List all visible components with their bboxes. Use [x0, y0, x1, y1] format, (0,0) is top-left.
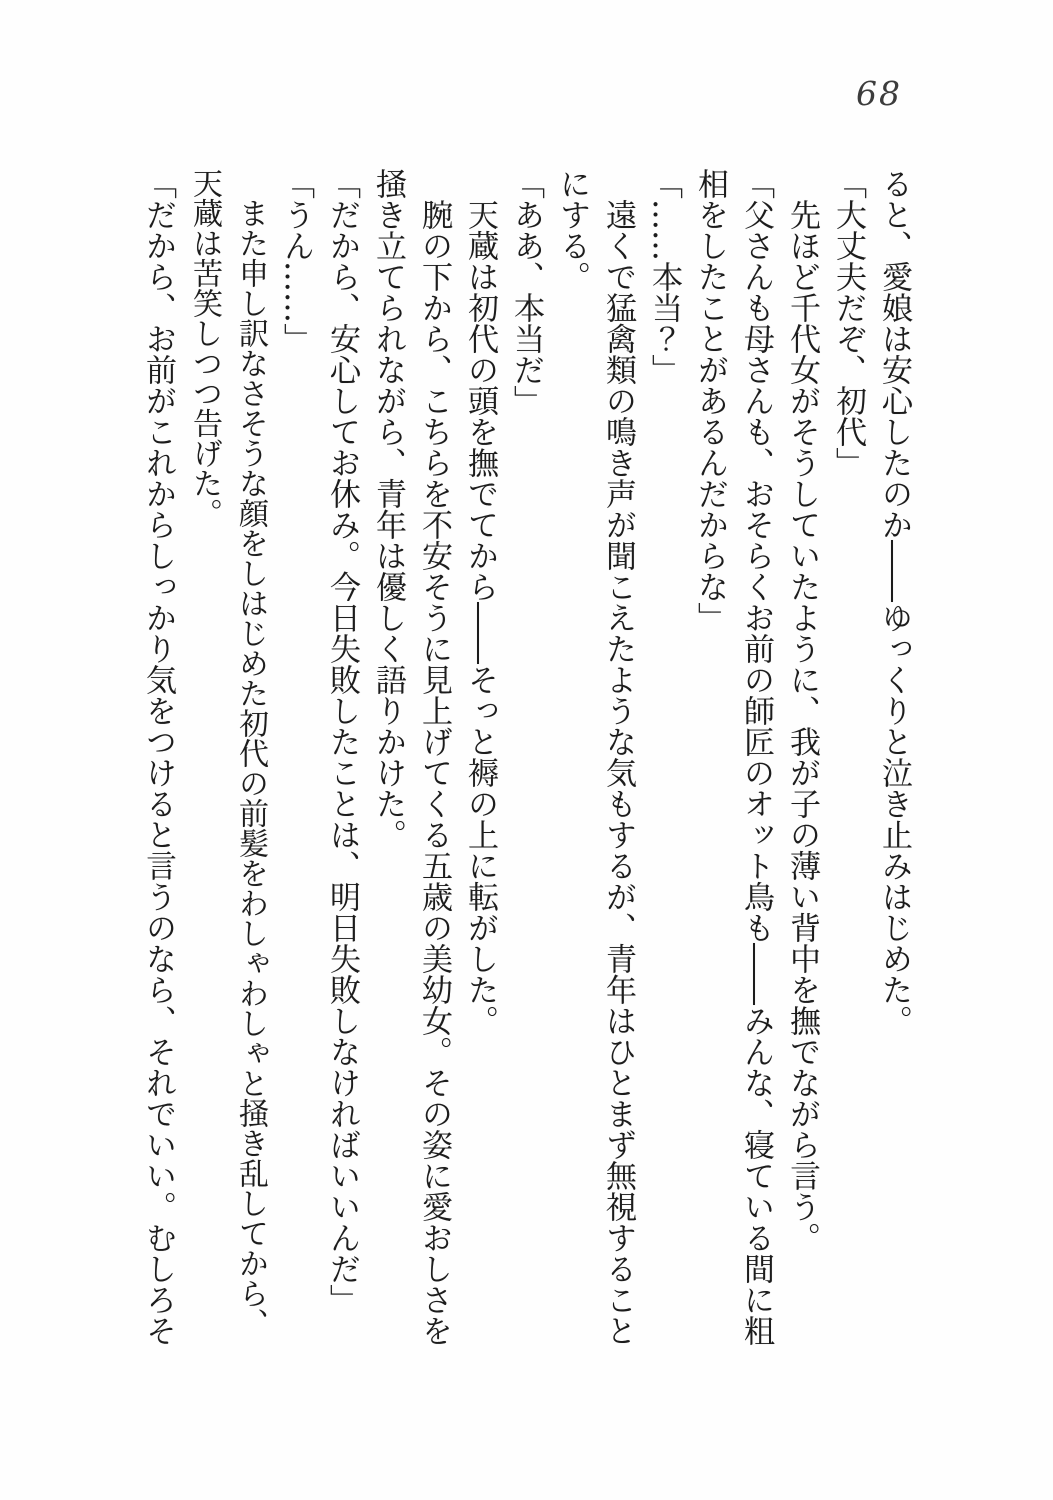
paragraph-dialogue: 「ああ、本当だ」: [508, 168, 544, 416]
paragraph-dialogue: 「大丈夫だぞ、初代」: [830, 168, 866, 478]
paragraph-narration: また申し訳なさそうな顔をしはじめた初代の前髪をわしゃわしゃと掻き乱してから、天蔵は苦笑しつつ告げた。: [187, 168, 268, 1338]
paragraph-narration: ると、愛娘は安心したのか――ゆっくりと泣き止みはじめた。: [876, 168, 912, 1036]
paragraph-narration: 先ほど千代女がそうしていたように、我が子の薄い背中を撫でながら言う。: [784, 168, 820, 1253]
paragraph-narration: 遠くで猛禽類の鳴き声が聞こえたような気もするが、青年はひとまず無視することにする。: [554, 168, 636, 1346]
paragraph-narration: 天蔵は初代の頭を撫でてから――そっと褥の上に転がした。: [462, 168, 498, 1036]
paragraph-dialogue: 「……本当？」: [646, 168, 682, 385]
paragraph-dialogue: 「だから、安心してお休み。今日失敗したことは、明日失敗しなければいいんだ」: [324, 168, 360, 1315]
paragraph-dialogue: 「だから、お前がこれからしっかり気をつけると言うのなら、それでいい。むしろそ: [140, 168, 176, 1346]
page-number: 68: [856, 74, 902, 113]
text-block: [135, 168, 917, 1354]
paragraph-narration: 腕の下から、こちらを不安そうに見上げてくる五歳の美幼女。その姿に愛おしさを掻き立てられながら、青年は優しく語りかけた。: [370, 168, 452, 1346]
paragraph-dialogue: 「父さんも母さんも、おそらくお前の師匠のオット鳥も――みんな、寝ている間に粗相をしたことがあるんだからな」: [692, 168, 774, 1346]
paragraph-dialogue: 「うん……」: [278, 168, 314, 354]
